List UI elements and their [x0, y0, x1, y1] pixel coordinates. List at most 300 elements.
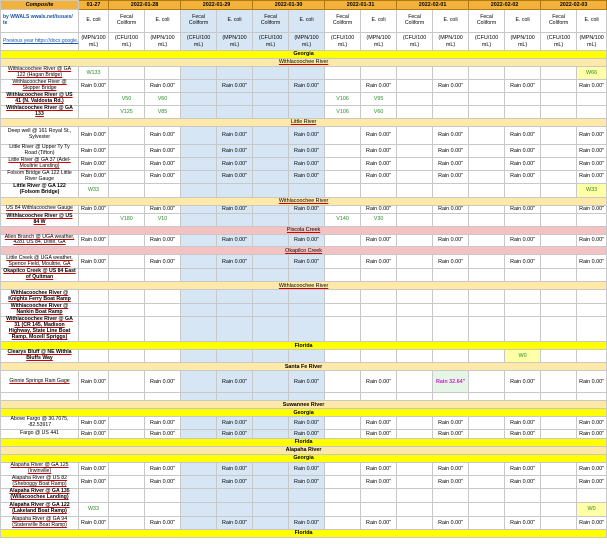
measurement-cell	[469, 502, 505, 516]
measurement-cell: W0	[577, 502, 607, 516]
measurement-cell	[577, 269, 607, 282]
unit-label: (MPN/100 mL)	[289, 33, 325, 51]
measurement-cell	[181, 105, 217, 118]
measurement-cell	[325, 67, 361, 80]
measurement-cell	[541, 317, 577, 342]
measurement-cell	[109, 157, 145, 170]
measurement-cell: Rain 0.00"	[289, 476, 325, 489]
site-name: Little River @ GA 122 (Folsom Bridge)	[1, 183, 79, 197]
section-band	[1, 401, 607, 409]
measurement-cell	[325, 255, 361, 269]
measurement-cell: Rain 0.00"	[145, 234, 181, 247]
measurement-cell	[145, 304, 181, 317]
measurement-cell	[181, 126, 217, 144]
measurement-cell	[505, 393, 541, 401]
measurement-cell: Rain 0.00"	[289, 430, 325, 439]
measurement-cell	[181, 170, 217, 183]
measurement-cell: Rain 0.00"	[289, 255, 325, 269]
measurement-cell	[469, 234, 505, 247]
fecal-coliform-header: Fecal Coliform	[469, 10, 505, 33]
measurement-cell	[181, 304, 217, 317]
measurement-cell	[181, 213, 217, 226]
measurement-cell	[289, 183, 325, 197]
site-row	[1, 290, 607, 304]
ecoli-header: E. coli	[289, 10, 325, 33]
measurement-cell: Rain 0.00"	[145, 255, 181, 269]
site-name: Withlacoochee River @ Nankin Boat Ramp	[1, 304, 79, 317]
measurement-cell	[469, 488, 505, 502]
measurement-cell	[253, 317, 289, 342]
measurement-cell	[109, 430, 145, 439]
measurement-cell	[577, 304, 607, 317]
measurement-cell	[181, 290, 217, 304]
measurement-cell	[469, 92, 505, 105]
site-name: Deep well @ 161 Royal St., Sylvester	[1, 126, 79, 144]
measurement-cell	[253, 304, 289, 317]
measurement-cell: V30	[361, 213, 397, 226]
measurement-cell	[79, 269, 109, 282]
measurement-cell	[289, 350, 325, 363]
measurement-cell	[433, 67, 469, 80]
measurement-cell: V106	[325, 92, 361, 105]
site-row	[1, 105, 607, 118]
measurement-cell	[109, 463, 145, 476]
site-name	[1, 393, 79, 401]
previous-year-link[interactable]: Previous year https://docs.google.	[1, 33, 79, 51]
measurement-cell	[541, 105, 577, 118]
measurement-cell: Rain 0.00"	[289, 463, 325, 476]
section-label: Little River	[1, 118, 607, 126]
site-name: Allen Branch @ UGA weather, 4281 US 84, Dixie, GA	[1, 234, 79, 247]
measurement-cell: Rain 0.00"	[361, 205, 397, 213]
measurement-cell	[253, 417, 289, 430]
site-row	[1, 350, 607, 363]
measurement-cell: Rain 0.00"	[289, 79, 325, 92]
measurement-cell: Rain 0.00"	[217, 144, 253, 157]
measurement-cell: Rain 0.00"	[361, 157, 397, 170]
measurement-cell: W33	[577, 183, 607, 197]
measurement-cell	[325, 393, 361, 401]
measurement-cell: Rain 0.00"	[145, 430, 181, 439]
unit-label: (CFU/100 mL)	[397, 33, 433, 51]
measurement-cell	[181, 463, 217, 476]
measurement-cell	[469, 67, 505, 80]
section-band	[1, 197, 607, 205]
measurement-cell	[325, 183, 361, 197]
measurement-cell	[181, 157, 217, 170]
date-header: 01-27	[79, 1, 109, 10]
measurement-cell	[397, 126, 433, 144]
unit-label: (MPN/100 mL)	[79, 33, 109, 51]
measurement-cell	[325, 488, 361, 502]
fecal-coliform-header: Fecal Coliform	[325, 10, 361, 33]
measurement-cell	[397, 205, 433, 213]
measurement-cell	[253, 393, 289, 401]
measurement-cell: Rain 0.00"	[577, 157, 607, 170]
site-row	[1, 488, 607, 502]
measurement-cell	[253, 463, 289, 476]
site-name: Ginnie Springs Rain Gage	[1, 371, 79, 393]
measurement-cell	[577, 488, 607, 502]
measurement-cell	[217, 304, 253, 317]
measurement-cell: Rain 0.00"	[361, 417, 397, 430]
measurement-cell	[361, 350, 397, 363]
measurement-cell	[361, 502, 397, 516]
measurement-cell	[505, 269, 541, 282]
measurement-cell: Rain 0.00"	[433, 144, 469, 157]
measurement-cell: Rain 0.00"	[79, 417, 109, 430]
section-band	[1, 118, 607, 126]
measurement-cell: Rain 0.00"	[217, 170, 253, 183]
measurement-cell	[145, 350, 181, 363]
date-header: 2022-01-28	[109, 1, 181, 10]
ecoli-header: E. coli	[577, 10, 607, 33]
measurement-cell: Rain 0.00"	[145, 170, 181, 183]
measurement-cell	[541, 170, 577, 183]
site-row	[1, 516, 607, 529]
measurement-cell: Rain 0.00"	[79, 463, 109, 476]
measurement-cell	[469, 350, 505, 363]
section-label: Georgia	[1, 455, 607, 463]
section-label: Florida	[1, 342, 607, 350]
measurement-cell	[397, 290, 433, 304]
measurement-cell: Rain 0.00"	[577, 371, 607, 393]
measurement-cell: Rain 0.00"	[217, 126, 253, 144]
measurement-cell	[433, 183, 469, 197]
site-row	[1, 393, 607, 401]
measurement-cell	[109, 476, 145, 489]
section-band	[1, 247, 607, 255]
section-band	[1, 529, 607, 537]
measurement-cell	[433, 290, 469, 304]
unit-label: (CFU/100 mL)	[541, 33, 577, 51]
measurement-cell	[541, 269, 577, 282]
measurement-cell	[325, 430, 361, 439]
measurement-cell: Rain 0.00"	[79, 234, 109, 247]
measurement-cell	[181, 92, 217, 105]
measurement-cell: Rain 0.00"	[145, 476, 181, 489]
unit-label: (CFU/100 mL)	[109, 33, 145, 51]
measurement-cell	[253, 105, 289, 118]
measurement-cell	[325, 79, 361, 92]
measurement-cell	[433, 269, 469, 282]
section-label: Withlacoochee River	[1, 282, 607, 290]
ecoli-header: E. coli	[217, 10, 253, 33]
measurement-cell	[109, 290, 145, 304]
measurement-cell: Rain 0.00"	[289, 144, 325, 157]
measurement-cell	[397, 105, 433, 118]
measurement-cell	[469, 290, 505, 304]
measurement-cell	[253, 67, 289, 80]
measurement-cell	[325, 157, 361, 170]
fecal-coliform-header: Fecal Coliform	[253, 10, 289, 33]
site-row	[1, 476, 607, 489]
measurement-cell: Rain 0.00"	[79, 516, 109, 529]
measurement-cell	[253, 157, 289, 170]
measurement-cell: Rain 0.00"	[433, 255, 469, 269]
measurement-cell: Rain 0.00"	[79, 205, 109, 213]
measurement-cell	[253, 269, 289, 282]
measurement-cell	[325, 502, 361, 516]
measurement-cell	[217, 488, 253, 502]
measurement-cell	[79, 105, 109, 118]
measurement-cell	[181, 234, 217, 247]
site-row	[1, 430, 607, 439]
measurement-cell: Rain 0.00"	[505, 144, 541, 157]
measurement-cell	[325, 463, 361, 476]
fecal-coliform-header: Fecal Coliform	[541, 10, 577, 33]
measurement-cell	[325, 205, 361, 213]
measurement-cell	[397, 234, 433, 247]
measurement-cell	[145, 502, 181, 516]
section-band	[1, 409, 607, 417]
measurement-cell	[469, 79, 505, 92]
measurement-cell	[433, 350, 469, 363]
measurement-cell	[397, 502, 433, 516]
site-row	[1, 371, 607, 393]
measurement-cell	[361, 290, 397, 304]
measurement-cell	[361, 488, 397, 502]
unit-label: (MPN/100 mL)	[505, 33, 541, 51]
site-name: Withlacoochee River @ GA 122 (Hagan Bridge)	[1, 67, 79, 80]
measurement-cell	[577, 213, 607, 226]
measurement-cell	[433, 488, 469, 502]
measurement-cell: Rain 0.00"	[145, 371, 181, 393]
measurement-cell: Rain 0.00"	[577, 516, 607, 529]
measurement-cell	[145, 183, 181, 197]
measurement-cell	[109, 304, 145, 317]
measurement-cell	[109, 269, 145, 282]
date-header: 2022-02-01	[397, 1, 469, 10]
measurement-cell	[361, 304, 397, 317]
measurement-cell	[79, 350, 109, 363]
measurement-cell	[397, 183, 433, 197]
measurement-cell	[109, 371, 145, 393]
measurement-cell	[541, 234, 577, 247]
measurement-cell: W66	[577, 67, 607, 80]
measurement-cell: Rain 0.00"	[433, 234, 469, 247]
site-name: Withlacoochee River @ Skipper Bridge	[1, 79, 79, 92]
measurement-cell: Rain 0.00"	[145, 126, 181, 144]
measurement-cell	[145, 290, 181, 304]
measurement-cell	[469, 205, 505, 213]
measurement-cell	[181, 488, 217, 502]
measurement-cell	[541, 67, 577, 80]
measurement-cell	[577, 393, 607, 401]
measurement-cell: Rain 0.00"	[505, 516, 541, 529]
measurement-cell	[505, 92, 541, 105]
measurement-cell	[181, 516, 217, 529]
issues-link[interactable]: by WWALS wwals.net/issues/ te	[1, 10, 79, 33]
section-label: Florida	[1, 529, 607, 537]
measurement-cell	[577, 92, 607, 105]
measurement-cell	[109, 67, 145, 80]
measurement-cell: Rain 0.00"	[505, 255, 541, 269]
unit-label: (MPN/100 mL)	[145, 33, 181, 51]
date-header-row	[1, 1, 607, 10]
measurement-cell	[79, 317, 109, 342]
measurement-cell	[541, 502, 577, 516]
measurement-cell	[289, 304, 325, 317]
site-name: Withlacoochee River @ US 41 (N. Valdosta Rd.)	[1, 92, 79, 105]
measurement-cell	[253, 488, 289, 502]
measurement-cell	[541, 290, 577, 304]
measurement-cell: Rain 0.00"	[433, 126, 469, 144]
measurement-cell	[541, 371, 577, 393]
site-name: Above Fargo @ 30.7075, -82.53917	[1, 417, 79, 430]
measurement-cell: Rain 0.00"	[79, 430, 109, 439]
measurement-cell: Rain 0.00"	[505, 79, 541, 92]
measurement-cell: Rain 0.00"	[505, 417, 541, 430]
measurement-cell	[217, 393, 253, 401]
measurement-cell: V180	[109, 213, 145, 226]
measurement-cell	[289, 67, 325, 80]
fecal-coliform-header: Fecal Coliform	[397, 10, 433, 33]
measurement-cell	[541, 157, 577, 170]
measurement-cell	[541, 463, 577, 476]
measurement-cell	[79, 488, 109, 502]
measurement-cell	[361, 317, 397, 342]
measurement-cell: Rain 32.64"	[433, 371, 469, 393]
measurement-cell	[505, 304, 541, 317]
fecal-coliform-header: Fecal Coliform	[109, 10, 145, 33]
measurement-cell	[397, 67, 433, 80]
measurement-cell	[109, 516, 145, 529]
measurement-cell	[433, 502, 469, 516]
measurement-cell	[325, 516, 361, 529]
measurement-cell: Rain 0.00"	[433, 516, 469, 529]
measurement-cell	[79, 393, 109, 401]
date-header: 2022-01-30	[253, 1, 325, 10]
section-band	[1, 59, 607, 67]
measurement-cell	[469, 430, 505, 439]
measurement-cell	[541, 476, 577, 489]
measurement-cell	[433, 105, 469, 118]
measurement-cell	[181, 269, 217, 282]
measurement-cell: Rain 0.00"	[433, 417, 469, 430]
measurement-cell	[397, 157, 433, 170]
measurement-cell	[289, 269, 325, 282]
measurement-cell	[541, 393, 577, 401]
measurement-cell: Rain 0.00"	[217, 79, 253, 92]
measurement-cell	[397, 304, 433, 317]
measurement-cell: Rain 0.00"	[361, 144, 397, 157]
measurement-cell	[469, 213, 505, 226]
measurement-cell: V85	[145, 105, 181, 118]
ecoli-header: E. coli	[505, 10, 541, 33]
measurement-cell	[325, 304, 361, 317]
site-row	[1, 234, 607, 247]
measurement-cell	[79, 92, 109, 105]
measurement-cell	[289, 213, 325, 226]
measurement-cell	[505, 105, 541, 118]
measurement-cell: W133	[79, 67, 109, 80]
ecoli-header: E. coli	[361, 10, 397, 33]
measurement-cell	[181, 79, 217, 92]
measurement-cell	[325, 476, 361, 489]
measurement-cell	[181, 417, 217, 430]
measurement-cell	[253, 430, 289, 439]
measurement-cell: Rain 0.00"	[577, 476, 607, 489]
measurement-cell: Rain 0.00"	[289, 417, 325, 430]
measurement-cell	[325, 290, 361, 304]
measurement-cell	[253, 234, 289, 247]
ecoli-header: E. coli	[145, 10, 181, 33]
measurement-cell: Rain 0.00"	[145, 417, 181, 430]
measurement-cell: Rain 0.00"	[505, 157, 541, 170]
measurement-cell	[253, 213, 289, 226]
measurement-cell	[397, 393, 433, 401]
measurement-cell	[109, 170, 145, 183]
site-row	[1, 502, 607, 516]
measurement-cell	[181, 317, 217, 342]
measurement-cell	[325, 317, 361, 342]
measurement-cell	[433, 317, 469, 342]
unit-label: (MPN/100 mL)	[217, 33, 253, 51]
measurement-cell	[325, 269, 361, 282]
site-row	[1, 255, 607, 269]
measurement-cell	[577, 290, 607, 304]
site-row	[1, 417, 607, 430]
section-band	[1, 282, 607, 290]
composite-label: Composite	[1, 1, 79, 10]
measurement-cell	[253, 290, 289, 304]
measurement-cell: Rain 0.00"	[79, 144, 109, 157]
measurement-cell	[541, 79, 577, 92]
measurement-cell	[289, 393, 325, 401]
measurement-cell	[217, 213, 253, 226]
measurement-cell	[181, 371, 217, 393]
measurement-cell	[469, 371, 505, 393]
measurement-cell	[361, 269, 397, 282]
measurement-cell: Rain 0.00"	[217, 516, 253, 529]
measurement-cell	[253, 92, 289, 105]
section-band	[1, 447, 607, 455]
measurement-cell: Rain 0.00"	[361, 516, 397, 529]
measurement-cell	[181, 205, 217, 213]
measurement-cell: Rain 0.00"	[217, 371, 253, 393]
column-header-row	[1, 10, 607, 33]
measurement-cell	[79, 290, 109, 304]
measurement-cell	[361, 183, 397, 197]
measurement-cell: Rain 0.00"	[433, 476, 469, 489]
section-label: Georgia	[1, 51, 607, 59]
unit-header-row	[1, 33, 607, 51]
section-label: Withlacoochee River	[1, 197, 607, 205]
section-label: Georgia	[1, 409, 607, 417]
measurement-cell: Rain 0.00"	[361, 234, 397, 247]
measurement-cell: Rain 0.00"	[79, 170, 109, 183]
site-name: Little River @ Upper Ty Ty Road (Tifton)	[1, 144, 79, 157]
measurement-cell: Rain 0.00"	[361, 463, 397, 476]
measurement-cell: W0	[505, 350, 541, 363]
measurement-cell	[253, 476, 289, 489]
measurement-cell: Rain 0.00"	[217, 476, 253, 489]
measurement-cell	[505, 67, 541, 80]
measurement-cell: Rain 0.00"	[577, 234, 607, 247]
measurement-cell	[217, 290, 253, 304]
measurement-cell	[397, 476, 433, 489]
date-header: 2022-02-03	[541, 1, 607, 10]
measurement-cell	[253, 144, 289, 157]
measurement-cell	[505, 183, 541, 197]
measurement-cell	[541, 213, 577, 226]
unit-label: (CFU/100 mL)	[325, 33, 361, 51]
measurement-cell: Rain 0.00"	[289, 170, 325, 183]
measurement-cell	[109, 205, 145, 213]
measurement-cell	[469, 170, 505, 183]
measurement-cell: Rain 0.00"	[79, 255, 109, 269]
